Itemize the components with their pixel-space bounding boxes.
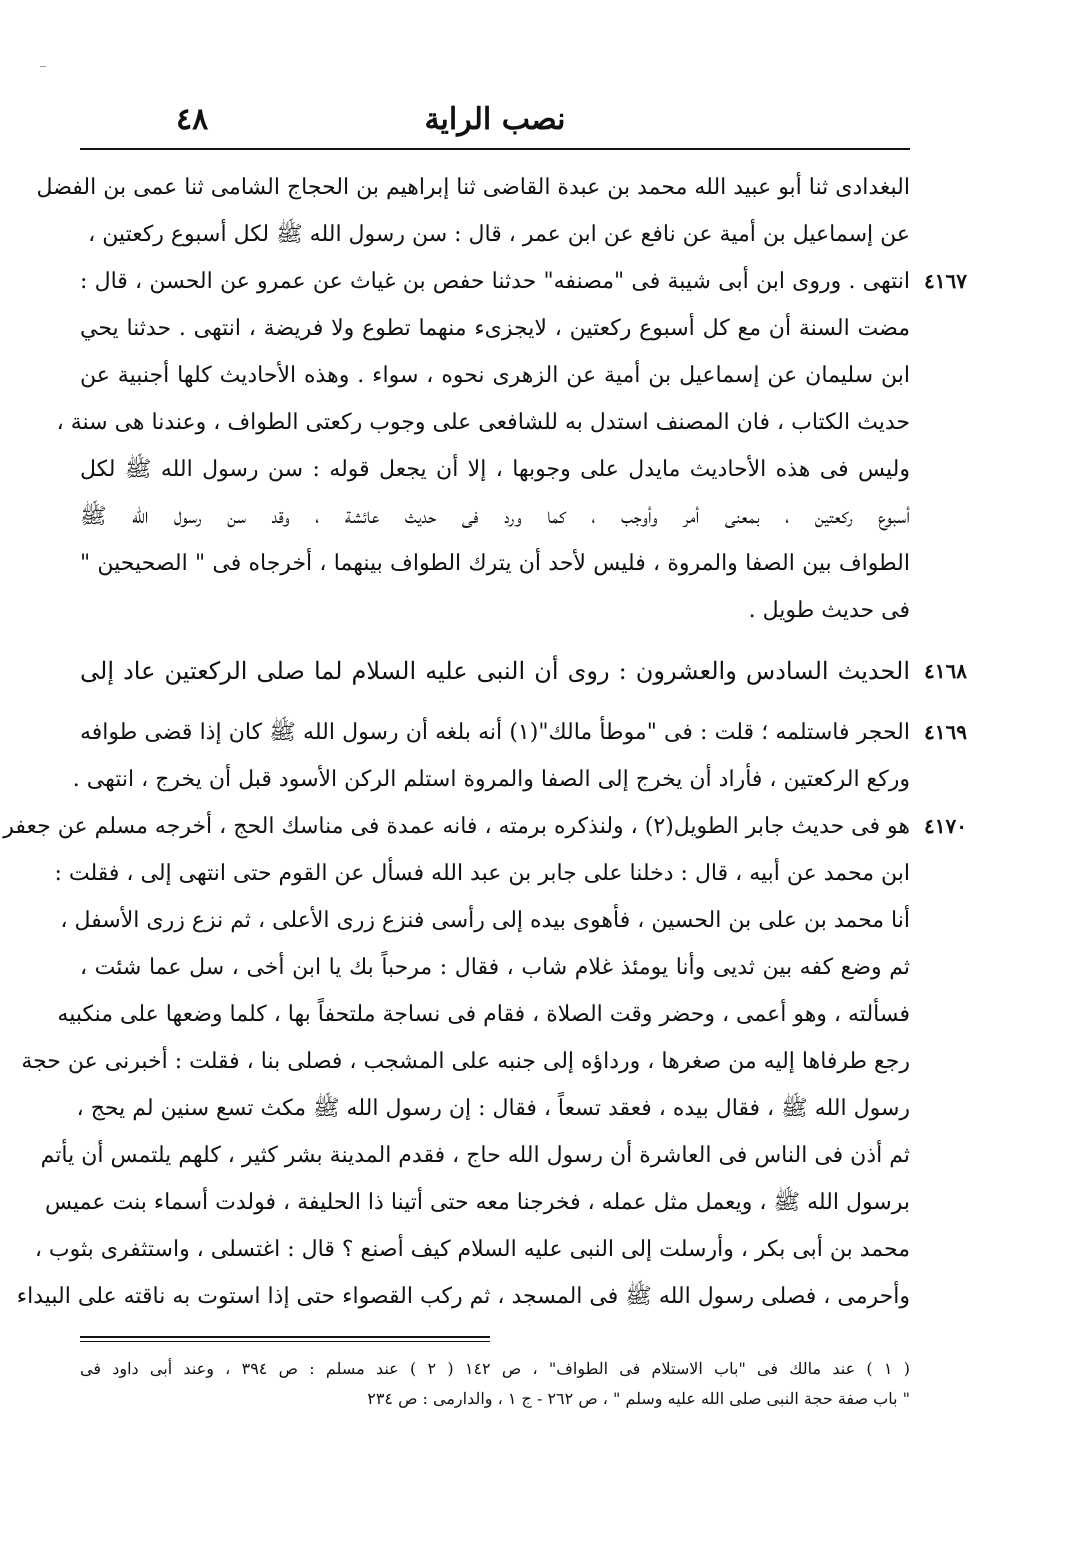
text-line: انتهى . وروى ابن أبى شيبة فى "مصنفه" حدثنا حفص بن غياث عن عمرو عن الحسن ، قال : [80, 269, 910, 294]
text-line: مضت السنة أن مع كل أسبوع ركعتين ، لايجزىء منهما تطوع ولا فريضة ، انتهى . حدثنا يحي [80, 316, 910, 341]
footnotes [80, 1354, 910, 1414]
text-line: محمد بن أبى بكر ، وأرسلت إلى النبى عليه السلام كيف أصنع ؟ قال : اغتسلى ، واستثفرى بثوب ، [34, 1237, 910, 1262]
paragraph [72, 709, 967, 803]
book-title: نصب الراية [424, 102, 566, 137]
text-line: وأحرمى ، فصلى رسول الله ﷺ فى المسجد ، ثم ركب القصواء حتى إذا استوت به ناقته على البيداء [16, 1284, 910, 1309]
text-line: وليس فى هذه الأحاديث مايدل على وجوبها ، إلا أن يجعل قوله : سن رسول الله ﷺ لكل [80, 457, 910, 482]
text-line: فسألته ، وهو أعمى ، وحضر وقت الصلاة ، فقام فى نساجة ملتحفاً بها ، كلما وضعها على منكبيه [57, 1002, 910, 1027]
text-line: رجع طرفاها إليه من صغرها ، ورداؤه إلى جنبه على المشجب ، فصلى بنا ، فقلت : أخبرنى عن حجة [21, 1049, 910, 1074]
text-line: حديث الكتاب ، فان المصنف استدل به للشافعى على وجوب ركعتى الطواف ، وعندنا هى سنة ، [56, 410, 910, 435]
hadith-number: ٤١٦٧ [924, 269, 967, 293]
footnote-separator [80, 1336, 490, 1342]
text-line: عن إسماعيل بن أمية عن نافع عن ابن عمر ، قال : سن رسول الله ﷺ لكل أسبوع ركعتين ، [88, 222, 910, 247]
paragraph-gap [80, 695, 910, 709]
text-line: ثم أذن فى الناس فى العاشرة أن رسول الله حاج ، فقدم المدينة بشر كثير ، كلهم يلتمس أن يأتم [40, 1143, 910, 1168]
text-line: رسول الله ﷺ ، فقال بيده ، فعقد تسعاً ، فقال : إن رسول الله ﷺ مكث تسع سنين لم يحج ، [76, 1096, 910, 1121]
footnote-line: " باب صفة حجة النبى صلى الله عليه وسلم " ، ص ٢٦٢ - ج ١ ، والدارمى : ص ٢٣٤ [367, 1389, 910, 1408]
text-line: وركع الركعتين ، فأراد أن يخرج إلى الصفا والمروة استلم الركن الأسود قبل أن يخرج ، انتهى . [72, 767, 910, 792]
hadith-number: ٤١٦٩ [924, 720, 967, 744]
text-line: برسول الله ﷺ ، ويعمل مثل عمله ، فخرجنا معه حتى أتينا ذا الحليفة ، فولدت أسماء بنت عميس [44, 1190, 910, 1215]
paragraph [36, 164, 910, 258]
paragraph [3, 803, 967, 1320]
text-line: الحديث السادس والعشرون : روى أن النبى عليه السلام لما صلى الركعتين عاد إلى [80, 657, 910, 685]
footnote-line: ( ١ ) عند مالك فى "باب الاستلام فى الطواف" ، ص ١٤٢ ( ٢ ) عند مسلم : ص ٣٩٤ ، وعند أبى داود فى [80, 1359, 911, 1378]
running-header [80, 100, 910, 150]
text-line: أسبوع ركعتين ، بمعنى أمر وأوجب ، كما ورد فى حديث عائشة ، وقد سن رسول الله ﷺ [80, 504, 910, 529]
paragraph-gap [80, 634, 910, 648]
page-number: ٤٨ [176, 102, 209, 137]
text-line: الطواف بين الصفا والمروة ، فليس لأحد أن يترك الطواف بينهما ، أخرجاه فى " الصحيحين " [80, 551, 910, 576]
book-page [3, 100, 967, 1414]
text-line: ابن محمد عن أبيه ، قال : دخلنا على جابر بن عبد الله فسأل عن القوم حتى انتهى إلى ، فقلت : [54, 861, 910, 886]
text-line: هو فى حديث جابر الطويل(٢) ، ولنذكره برمته ، فانه عمدة فى مناسك الحج ، أخرجه مسلم عن جعفر [3, 814, 910, 839]
scan-speck [40, 66, 46, 67]
text-line: أنا محمد بن على بن الحسين ، فأهوى بيده إلى رأسى فنزع زرى الأعلى ، ثم نزع زرى الأسفل ، [60, 908, 910, 933]
main-text [3, 164, 967, 1320]
text-line: ثم وضع كفه بين ثديى وأنا يومئذ غلام شاب ، فقال : مرحباً بك يا ابن أخى ، سل عما شئت ، [80, 955, 910, 980]
text-line: الحجر فاستلمه ؛ قلت : فى "موطأ مالك"(١) أنه بلغه أن رسول الله ﷺ كان إذا قضى طوافه [80, 720, 910, 745]
hadith-number: ٤١٦٨ [924, 659, 967, 683]
text-line: ابن سليمان عن إسماعيل بن أمية عن الزهرى نحوه ، سواء . وهذه الأحاديث كلها أجنبية عن [80, 363, 910, 388]
paragraph [56, 258, 967, 634]
hadith-number: ٤١٧٠ [924, 814, 967, 838]
hadith-heading [80, 648, 967, 695]
text-line: فى حديث طويل . [748, 598, 910, 623]
text-line: البغدادى ثنا أبو عبيد الله محمد بن عبدة القاضى ثنا إبراهيم بن الحجاج الشامى ثنا عمى بن الفضل [36, 175, 910, 200]
